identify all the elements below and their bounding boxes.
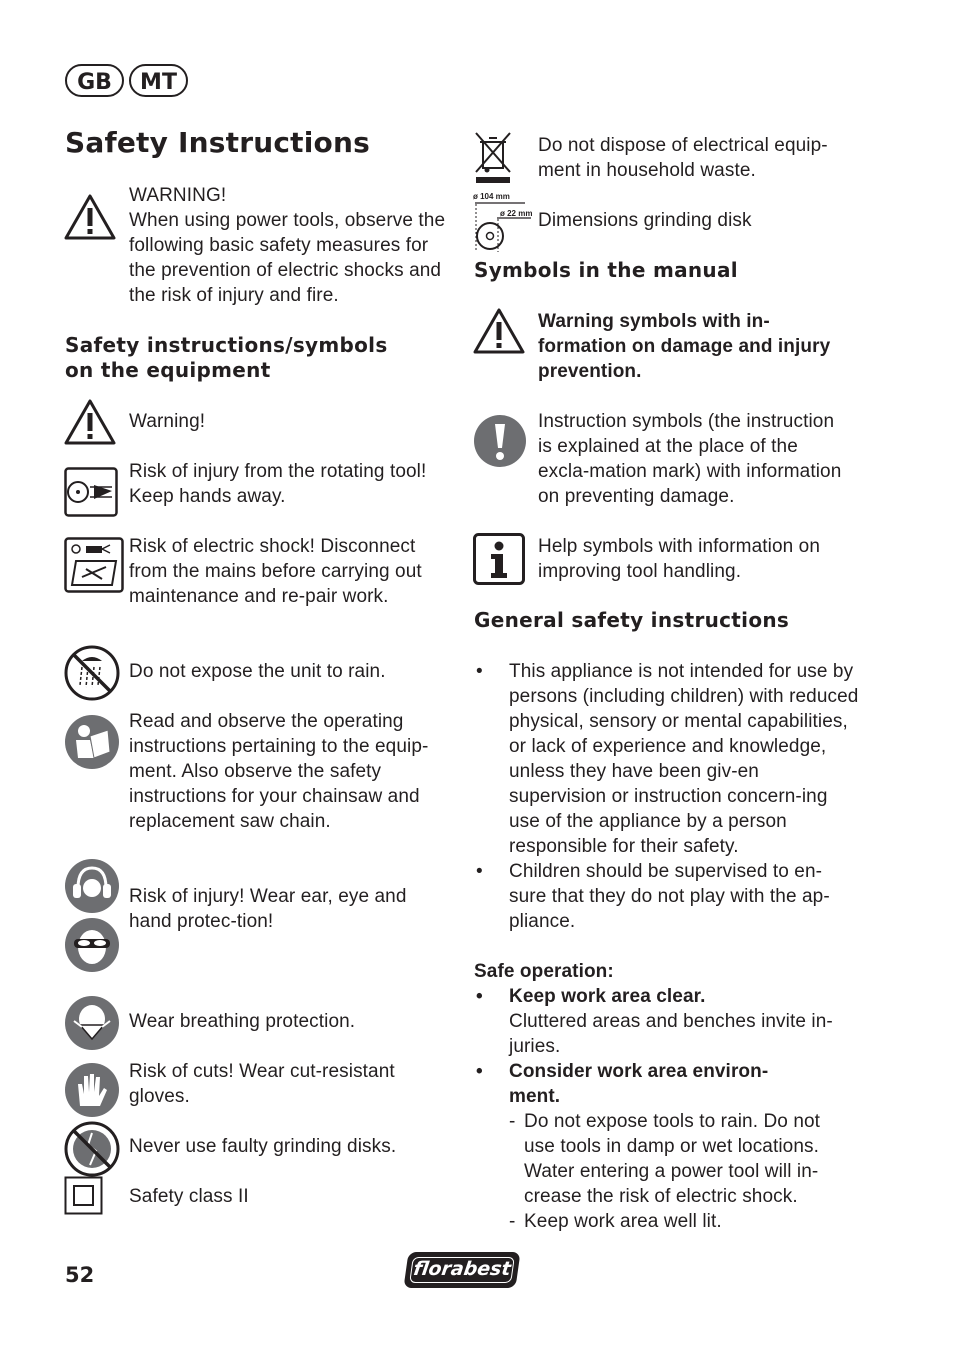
info-icon: [473, 533, 525, 585]
general-heading: General safety instructions: [474, 608, 790, 632]
bullet-dot: •: [476, 661, 483, 682]
page-title: Safety Instructions: [65, 126, 370, 159]
grinding-disk-dimension-icon: [473, 200, 531, 254]
brand-logo: [403, 1252, 520, 1288]
eye-protection-icon: [64, 917, 120, 973]
item2-title-line1: Consider work area environ-: [509, 1061, 769, 1082]
manual-instruction-text: Instruction symbols (the instruction is explained at the place of the excla-mation mark) with information on preventing damage.: [538, 411, 842, 507]
equipment-item-text: Risk of injury! Wear ear, eye and hand protec-tion!: [129, 886, 407, 932]
ear-protection-icon: [64, 858, 120, 914]
warning-triangle-icon: [64, 398, 116, 446]
equipment-heading-line2: on the equipment: [65, 358, 271, 382]
equipment-item-text: Never use faulty grinding disks.: [129, 1136, 397, 1157]
equipment-item-text: Risk of electric shock! Disconnect from the mains before carrying out maintenance and re-pair work.: [129, 536, 422, 607]
equipment-item-text: Do not expose the unit to rain.: [129, 661, 386, 682]
bullet-dot: •: [476, 986, 483, 1007]
gloves-icon: [64, 1062, 120, 1118]
lang-badge-mt: MT: [129, 64, 188, 97]
disk-label-inner: ø 22 mm: [500, 209, 533, 218]
electric-shock-manual-icon: [64, 537, 124, 593]
warning-label: WARNING!: [129, 185, 227, 206]
equipment-item-text: Read and observe the operating instructions pertaining to the equip-ment. Also observe the safety instructions for your chainsaw and replacement saw chain.: [129, 711, 429, 832]
dispose-text: Do not dispose of electrical equip-ment in household waste.: [538, 135, 828, 181]
equipment-item-text: Risk of injury from the rotating tool! Keep hands away.: [129, 461, 427, 507]
lang-badge-gb: GB: [65, 64, 124, 97]
safety-class-ii-icon: [64, 1176, 103, 1215]
equipment-heading-line1: Safety instructions/symbols: [65, 333, 388, 357]
general-bullet-2: Children should be supervised to en-sure that they do not play with the ap-pliance.: [509, 861, 830, 932]
equipment-item-text: Warning!: [129, 411, 206, 432]
manual-help-text: Help symbols with information on improving tool handling.: [538, 536, 820, 582]
page-number: 52: [65, 1263, 95, 1287]
item2-title-line2: ment.: [509, 1086, 561, 1107]
disk-text: Dimensions grinding disk: [538, 210, 752, 231]
no-faulty-disk-icon: [64, 1121, 120, 1177]
bullet-dot: •: [476, 1061, 483, 1082]
item2-sub1: Do not expose tools to rain. Do not use tools in damp or wet locations. Water entering a power tool will in-crease the risk of electric shock.: [524, 1111, 821, 1207]
bullet-dot: •: [476, 861, 483, 882]
warning-triangle-icon: [473, 307, 525, 355]
exclamation-circle-icon: [473, 414, 527, 468]
disk-label-outer: ø 104 mm: [473, 192, 510, 201]
sub-dash: -: [509, 1111, 516, 1132]
equipment-item-text: Risk of cuts! Wear cut-resistant gloves.: [129, 1061, 395, 1107]
breathing-mask-icon: [64, 995, 120, 1051]
brand-logo-text: florabest: [412, 1258, 513, 1280]
manual-heading: Symbols in the manual: [474, 258, 738, 282]
no-rain-icon: [64, 645, 120, 701]
rotating-tool-icon: [64, 467, 118, 517]
item1-title: Keep work area clear.: [509, 986, 706, 1007]
warning-triangle-icon: [64, 193, 116, 241]
equipment-item-text: Wear breathing protection.: [129, 1011, 356, 1032]
item2-sub2: Keep work area well lit.: [524, 1211, 722, 1232]
warning-body: When using power tools, observe the following basic safety measures for the prevention of electric shocks and the risk of injury and fire.: [129, 210, 446, 306]
read-manual-icon: [64, 714, 120, 770]
equipment-item-text: Safety class II: [129, 1186, 249, 1207]
manual-warning-text: Warning symbols with in-formation on damage and injury prevention.: [538, 311, 831, 382]
crossed-bin-icon: [473, 130, 513, 184]
sub-dash: -: [509, 1211, 516, 1232]
item1-body: Cluttered areas and benches invite in-juries.: [509, 1011, 833, 1057]
general-bullet-1: This appliance is not intended for use by persons (including children) with reduced physical, sensory or mental capabilities, or lack of experience and knowledge, unless they have been giv-en supervision or instruction concern-ing use of the appliance by a person responsible for their safety.: [509, 661, 859, 857]
safe-operation-heading: Safe operation:: [474, 961, 614, 982]
